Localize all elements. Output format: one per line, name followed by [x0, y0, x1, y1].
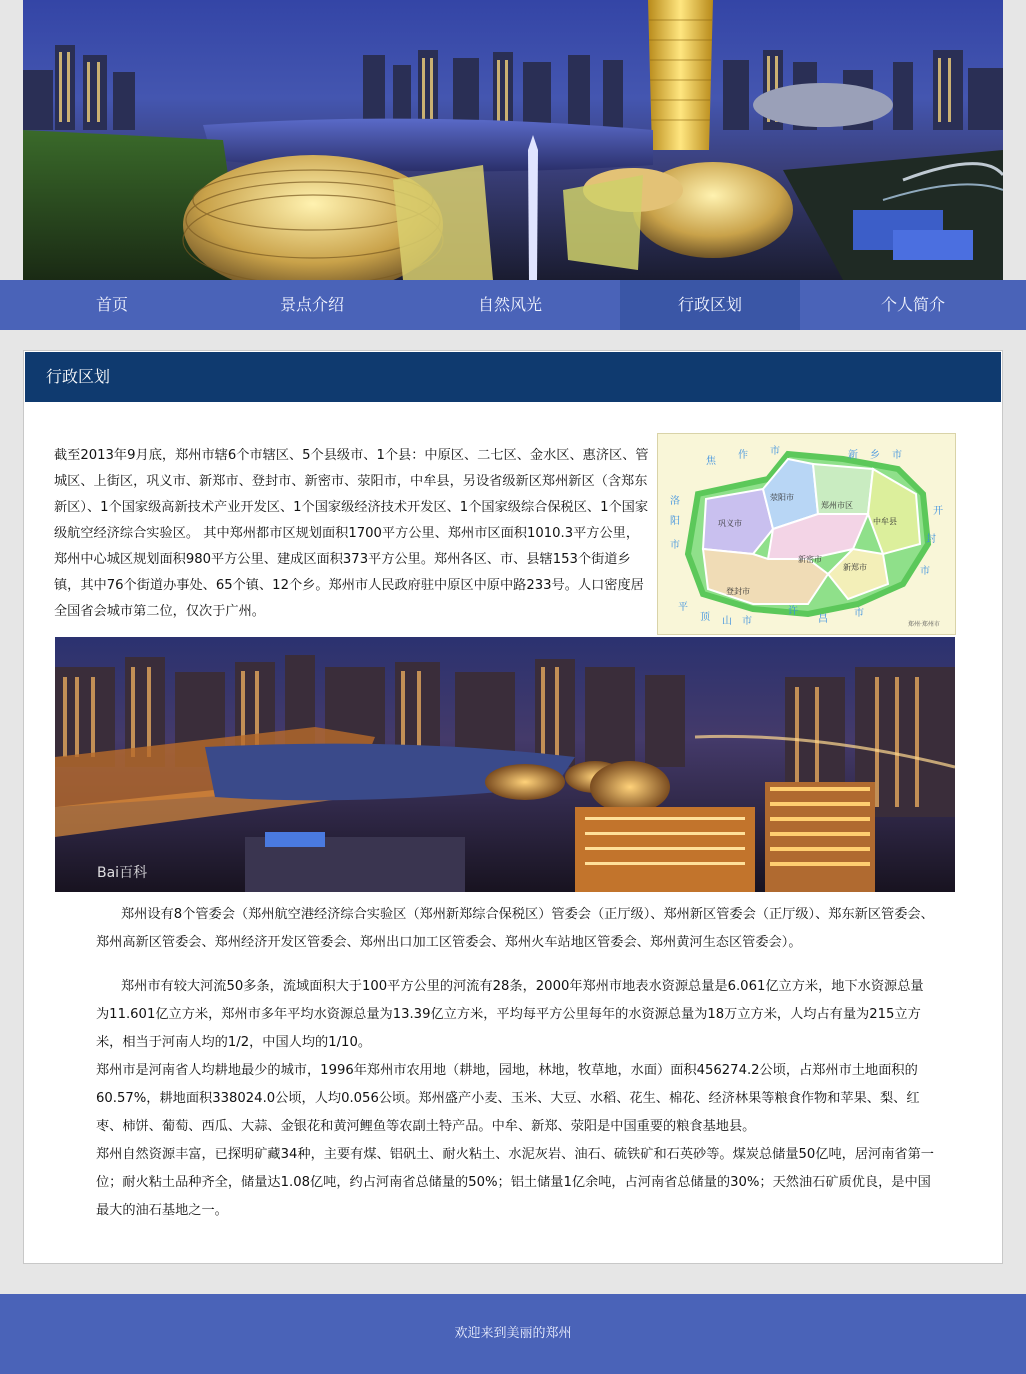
- city-night-photo: [55, 637, 955, 892]
- map-border-shan: 山: [722, 616, 732, 627]
- paragraph-water-resources: 郑州市有较大河流50多条，流域面积大于100平方公里的河流有28条，2000年郑州市地表水资源总量是6.061亿立方米，地下水资源总量为11.601亿立方米，郑州市多年平均水资源总量为13.39亿立方米，平均每平方公里每年的水资源总量为18万立方米，人均占有量为215立方米，相当于河南人均的1/2，中国人均的1/10。: [96, 979, 924, 1050]
- map-caption: 郑州·郑州市: [908, 621, 940, 628]
- photo-watermark: Bai百科: [97, 865, 148, 881]
- map-border-xiang: 乡: [870, 450, 880, 461]
- map-label-zhengzhou-urban: 郑州市区: [821, 501, 853, 510]
- paragraph-committees: 郑州设有8个管委会（郑州航空港经济综合实验区（郑州新郑综合保税区）管委会（正厅级）、郑州新区管委会（正厅级）、郑东新区管委会、郑州高新区管委会、郑州经济开发区管委会、郑州出口加工区管委会、郑州火车站地区管委会、郑州黄河生态区管委会）。: [96, 907, 934, 950]
- nav-item-scenery[interactable]: 自然风光: [477, 295, 542, 314]
- nav-item-home[interactable]: 首页: [95, 295, 128, 314]
- paragraph-farmland: 郑州市是河南省人均耕地最少的城市，1996年郑州市农用地（耕地，园地，林地，牧草地，水面）面积456274.2公顷，占郑州市土地面积的60.57%，耕地面积338024.0公顷，人均0.056公顷。郑州盛产小麦、玉米、大豆、水稻、花生、棉花、经济林果等粮食作物和苹果、梨、红枣、柿饼、葡萄、西瓜、大蒜、金银花和黄河鲤鱼等农副土特产品。中牟、新郑、荥阳是中国重要的粮食基地县。: [96, 1063, 920, 1134]
- map-border-shi-5: 市: [742, 616, 752, 627]
- map-border-shi-3: 市: [670, 540, 680, 551]
- district-map: [657, 433, 956, 635]
- map-border-kai: 开: [933, 506, 943, 517]
- map-border-xin: 新: [848, 450, 858, 461]
- map-border-ding: 顶: [700, 612, 710, 623]
- hero-banner-image: [23, 0, 1003, 280]
- city-night-skyline-illustration: [23, 0, 1003, 280]
- map-border-zuo: 作: [738, 450, 748, 461]
- map-label-dengfeng: 登封市: [726, 587, 750, 596]
- map-border-feng: 封: [926, 534, 936, 545]
- footer: [0, 1294, 1026, 1374]
- map-border-xu: 许: [788, 606, 798, 617]
- district-map-illustration: [658, 434, 955, 634]
- nav-item-attractions[interactable]: 景点介绍: [279, 295, 344, 314]
- footer-text: 欢迎来到美丽的郑州: [454, 1326, 572, 1341]
- map-border-ping: 平: [678, 602, 688, 613]
- city-night-photo-illustration: [55, 637, 955, 892]
- map-label-gongyi: 巩义市: [718, 519, 742, 528]
- nav-item-administrative-divisions[interactable]: 行政区划: [620, 280, 800, 330]
- map-border-shi-1: 市: [770, 446, 780, 457]
- paragraph-minerals: 郑州自然资源丰富，已探明矿藏34种，主要有煤、铝矾土、耐火粘土、水泥灰岩、油石、硫铁矿和石英砂等。煤炭总储量50亿吨，居河南省第一位；耐火粘土品种齐全，储量达1.08亿吨，约占河南省总储量的50%；铝土储量1亿余吨，占河南省总储量的30%；天然油石矿质优良，是中国最大的油石基地之一。: [96, 1147, 934, 1218]
- map-label-xinzheng: 新郑市: [843, 563, 867, 572]
- map-border-shi-4: 市: [920, 566, 930, 577]
- map-border-luo: 洛: [670, 496, 680, 507]
- map-label-xingyang: 荥阳市: [770, 493, 794, 502]
- map-border-shi-2: 市: [892, 450, 902, 461]
- map-label-xinmi: 新密市: [798, 555, 822, 564]
- map-border-yang: 阳: [670, 516, 680, 527]
- map-border-jiao: 焦: [706, 456, 716, 467]
- panel-title: 行政区划: [25, 352, 1001, 402]
- map-label-zhongmu: 中牟县: [873, 517, 897, 526]
- intro-paragraph: 截至2013年9月底，郑州市辖6个市辖区、5个县级市、1个县：中原区、二七区、金水区、惠济区、管城区、上街区，巩义市、新郑市、登封市、新密市、荥阳市，中牟县，另设省级新区郑州新区（含郑东新区）、1个国家级高新技术产业开发区、1个国家级经济技术开发区、1个国家级综合保税区、1个国家级航空经济综合实验区。 其中郑州都市区规划面积1700平方公里、郑州市区面积1010.3平方公里，郑州中心城区规划面积980平方公里、建成区面积373平方公里。郑州各区、市、县辖153个街道乡镇，其中76个街道办事处、65个镇、12个乡。郑州市人民政府驻中原区中原中路233号。人口密度居全国省会城市第二位，仅次于广州。: [54, 448, 649, 619]
- content-panel: [23, 350, 1003, 1264]
- nav-item-about-me[interactable]: 个人简介: [880, 295, 945, 314]
- main-nav: [0, 280, 1026, 330]
- map-border-shi-6: 市: [854, 608, 864, 619]
- map-border-chang: 昌: [818, 614, 828, 625]
